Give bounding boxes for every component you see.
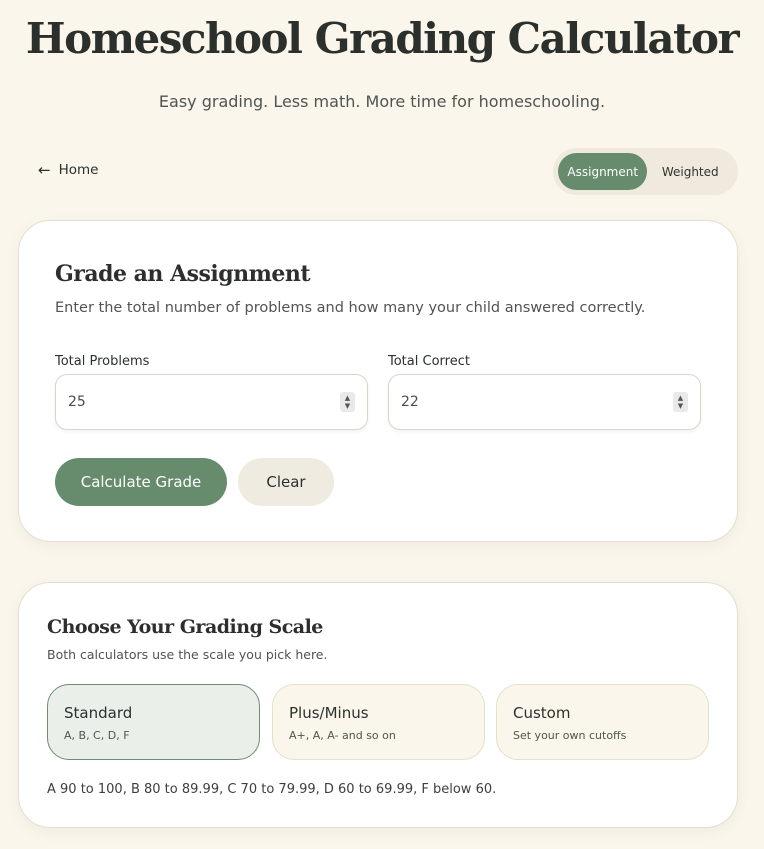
assignment-card-description: Enter the total number of problems and how many your child answered correctly. [55,300,646,316]
total-correct-input[interactable] [388,374,701,430]
grading-scale-description: Both calculators use the scale you pick here. [47,647,328,662]
page-subtitle: Easy grading. Less math. More time for homeschooling. [158,92,606,111]
mode-assignment-button[interactable]: Assignment [558,153,647,190]
assignment-card [18,220,738,542]
scale-option-plus-minus[interactable] [272,684,485,760]
calculator-mode-toggle [553,148,738,195]
home-link[interactable] [38,162,98,178]
assignment-card-title: Grade an Assignment [55,261,311,287]
page-title: Homeschool Grading Calculator [25,14,739,63]
mode-weighted-button[interactable]: Weighted [661,164,719,179]
scale-option-custom[interactable] [496,684,709,760]
home-link-label: Home [58,162,99,178]
scale-option-title: Standard [64,704,133,722]
total-correct-label: Total Correct [388,354,470,369]
total-problems-value: 25 [68,394,86,410]
scale-option-subtitle: A+, A, A- and so on [289,729,396,742]
scale-option-title: Custom [513,704,571,722]
total-correct-stepper[interactable]: ▲ ▼ [673,392,688,412]
arrow-left-icon: ← [38,160,51,179]
scale-option-subtitle: A, B, C, D, F [64,729,130,742]
total-problems-label: Total Problems [55,354,150,369]
scale-option-subtitle: Set your own cutoffs [513,729,627,742]
total-correct-value: 22 [401,394,419,410]
total-problems-input[interactable] [55,374,368,430]
grading-scale-title: Choose Your Grading Scale [47,616,323,638]
scale-summary: A 90 to 100, B 80 to 89.99, C 70 to 79.99, D 60 to 69.99, F below 60. [47,782,497,797]
clear-button[interactable]: Clear [238,458,334,506]
total-problems-stepper[interactable]: ▲ ▼ [340,392,355,412]
grading-scale-card [18,582,738,828]
calculate-grade-button[interactable]: Calculate Grade [55,458,227,506]
scale-option-title: Plus/Minus [289,704,369,722]
scale-option-standard[interactable] [47,684,260,760]
